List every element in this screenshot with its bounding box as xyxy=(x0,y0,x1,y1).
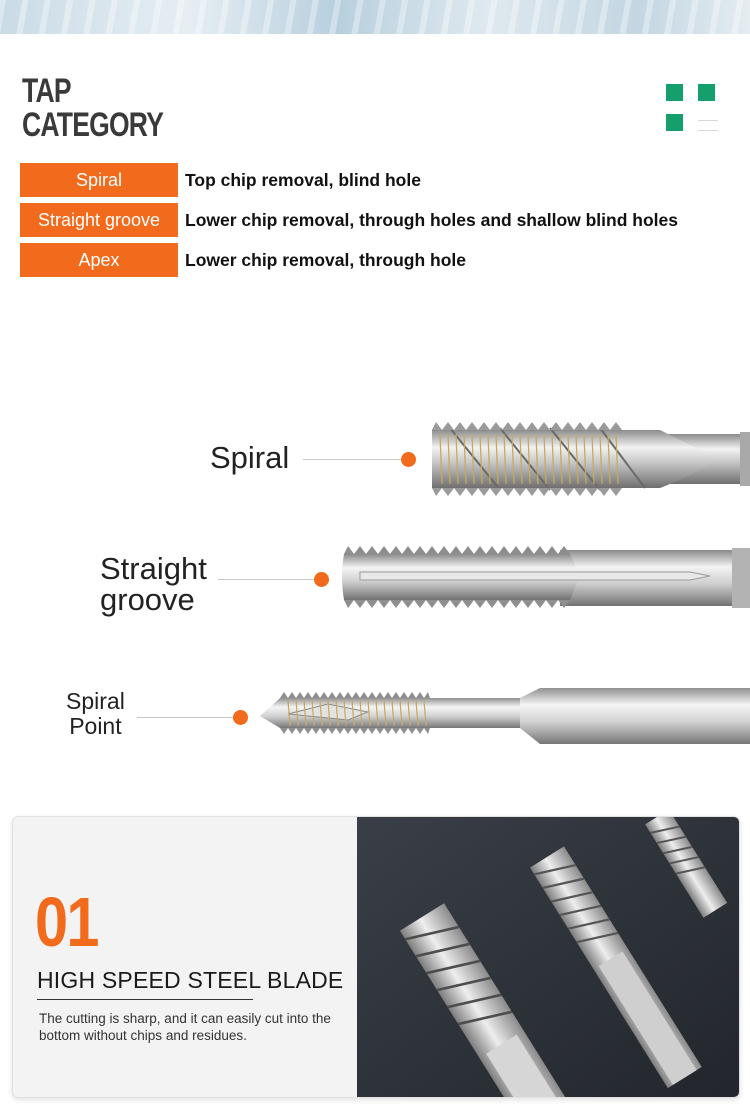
diagram-label-spiral-point: Spiral Point xyxy=(66,688,125,739)
feature-number: 01 xyxy=(35,883,98,961)
category-description: Top chip removal, blind hole xyxy=(185,169,421,190)
title-divider xyxy=(37,999,253,1000)
section-title-line-1: TAP xyxy=(22,72,71,110)
category-description: Lower chip removal, through hole xyxy=(185,249,466,270)
section-title-line-2: CATEGORY xyxy=(22,106,164,144)
category-label: Apex xyxy=(20,243,178,277)
category-description: Lower chip removal, through holes and shallow blind holes xyxy=(185,209,678,230)
green-squares-icon xyxy=(666,84,718,136)
leader-line xyxy=(303,459,403,460)
feature-card xyxy=(12,816,740,1098)
callout-dot xyxy=(233,710,248,725)
top-banner-strip xyxy=(0,0,750,34)
category-row-spiral xyxy=(20,163,730,197)
spiral-point-tap-image xyxy=(258,684,750,750)
leader-line xyxy=(218,579,316,580)
straight-groove-tap-image xyxy=(340,540,750,612)
diagram-label-straight-groove: Straight groove xyxy=(100,551,207,617)
callout-dot xyxy=(401,452,416,467)
feature-description: The cutting is sharp, and it can easily cut into the bottom without chips and residues. xyxy=(39,1011,331,1043)
diagram-label-spiral: Spiral xyxy=(210,440,290,475)
section-title xyxy=(22,74,163,142)
category-label: Spiral xyxy=(20,163,178,197)
taps-photo xyxy=(357,817,740,1098)
category-label: Straight groove xyxy=(20,203,178,237)
category-row-apex xyxy=(20,243,730,277)
callout-dot xyxy=(314,572,329,587)
category-row-straight-groove xyxy=(20,203,730,237)
leader-line xyxy=(137,717,235,718)
spiral-tap-image xyxy=(430,420,750,498)
feature-title: HIGH SPEED STEEL BLADE xyxy=(37,967,344,993)
